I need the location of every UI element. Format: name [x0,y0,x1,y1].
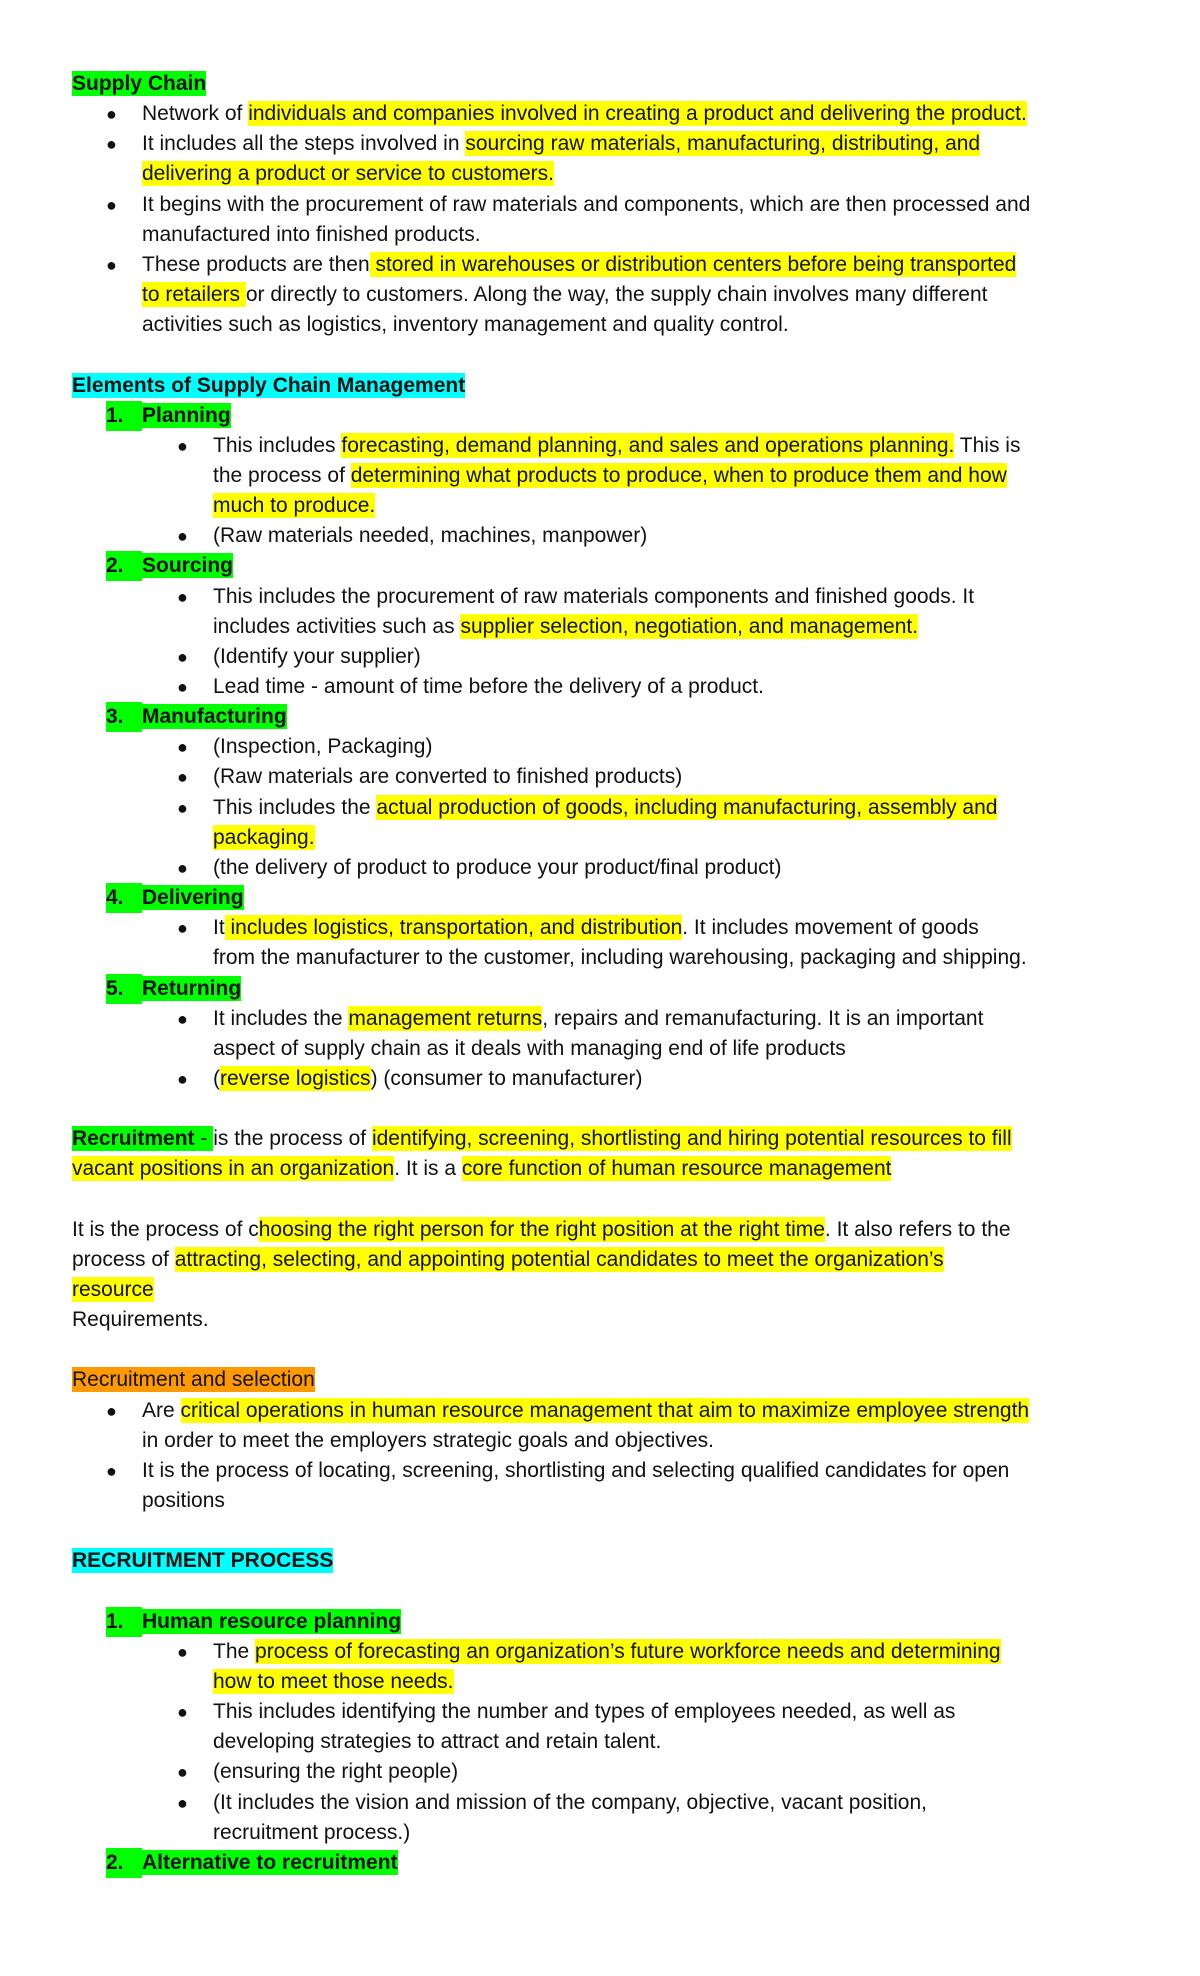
text-line [72,1245,944,1275]
bullet-marker: ● [177,677,188,697]
bullet-marker: ● [177,767,188,787]
highlighted-text: delivering a product or service to customers. [142,162,555,185]
bullet-marker: ● [106,104,117,124]
text-line [213,1667,454,1697]
text-run: developing strategies to attract and retain talent. [213,1730,662,1753]
text-run: is the process of [213,1127,372,1150]
text-line [142,99,1027,129]
text-run: (Raw materials are converted to finished products) [213,765,683,788]
highlighted-text: RECRUITMENT PROCESS [72,1549,334,1572]
highlighted-text: Supply Chain [72,72,207,95]
text-line [72,1154,891,1184]
highlighted-text: determining what products to produce, when to produce them and how [350,464,1007,487]
text-line [213,823,315,853]
text-run: This includes identifying the number and types of employees needed, as well as [213,1700,956,1723]
text-run: . It is a [394,1157,462,1180]
text-run: It is the process of c [72,1218,259,1241]
highlighted-text: Manufacturing [142,705,287,728]
list-number: 2. [106,551,142,581]
text-run: in order to meet the employers strategic goals and objectives. [142,1429,714,1452]
text-run: It begins with the procurement of raw materials and components, which are then processed and [142,193,1031,216]
text-run: (ensuring the right people) [213,1760,459,1783]
text-line [142,1486,225,1516]
bullet-marker: ● [177,1762,188,1782]
text-line [213,521,647,551]
text-run: positions [142,1489,225,1512]
highlighted-text: Alternative to recruitment [142,1851,398,1874]
list-number: 2. [106,1848,142,1878]
text-line [213,461,1007,491]
list-number: 5. [106,974,142,1004]
text-line [213,1818,410,1848]
bullet-marker: ● [177,1793,188,1813]
text-line [142,974,241,1004]
text-run: These products are then [142,253,370,276]
text-line [72,371,465,401]
text-run: ( [213,1067,220,1090]
text-run: (It includes the vision and mission of the company, objective, vacant position, [213,1791,927,1814]
text-line [142,129,980,159]
bullet-marker: ● [106,134,117,154]
bullet-marker: ● [177,1009,188,1029]
bullet-marker: ● [177,1069,188,1089]
bullet-marker: ● [177,1702,188,1722]
text-line [72,1275,154,1305]
highlighted-text: attracting, selecting, and appointing potential candidates to meet the organization’s [174,1248,944,1271]
text-run: Requirements. [72,1308,209,1331]
text-line [72,1305,209,1335]
text-line [142,1396,1029,1426]
text-run: ) (consumer to manufacturer) [370,1067,643,1090]
highlighted-text: much to produce. [213,494,376,517]
bullet-marker: ● [106,1401,117,1421]
highlighted-text: process of forecasting an organization’s future workforce needs and determining [255,1640,1001,1663]
text-line [213,1064,643,1094]
highlighted-text: packaging. [213,826,315,849]
text-run: Network of [142,102,249,125]
text-line [142,1456,1009,1486]
text-run: (Identify your supplier) [213,645,421,668]
text-line [213,642,421,672]
highlighted-text: includes logistics, transportation, and distribution [224,916,683,939]
bullet-marker: ● [177,858,188,878]
text-line [213,913,979,943]
text-run: recruitment process.) [213,1821,411,1844]
bullet-marker: ● [177,798,188,818]
text-line [142,220,481,250]
highlighted-text: actual production of goods, including manufacturing, assembly and [376,796,998,819]
bullet-marker: ● [177,647,188,667]
text-line [142,702,287,732]
highlighted-text: - [200,1127,214,1150]
bullet-marker: ● [177,587,188,607]
text-line [213,1697,955,1727]
text-line [72,1124,1012,1154]
text-line [142,551,233,581]
highlighted-text: to retailers [142,283,246,306]
text-line [213,1004,983,1034]
highlighted-text: forecasting, demand planning, and sales and operations planning. [341,434,955,457]
highlighted-text: individuals and companies involved in creating a product and delivering the product. [248,102,1027,125]
text-line [213,793,997,823]
bullet-marker: ● [177,1642,188,1662]
highlighted-text: Sourcing [142,554,234,577]
text-run: It includes the [213,1007,349,1030]
highlighted-text: stored in warehouses or distribution centers before being transported [369,253,1017,276]
text-run: It includes all the steps involved in [142,132,466,155]
text-run: This includes the procurement of raw materials components and finished goods. It [213,585,975,608]
highlighted-text: reverse logistics [220,1067,371,1090]
highlighted-text: core function of human resource management [461,1157,892,1180]
text-run: It is the process of locating, screening, shortlisting and selecting qualified candidates for open [142,1459,1010,1482]
text-line [72,1365,315,1395]
highlighted-text: how to meet those needs. [213,1670,454,1693]
text-line [213,431,1020,461]
bullet-marker: ● [177,436,188,456]
highlighted-text: supplier selection, negotiation, and management. [460,615,919,638]
text-run: . It also refers to the [824,1218,1011,1241]
list-number: 4. [106,883,142,913]
text-run: The [213,1640,256,1663]
highlighted-text: identifying, screening, shortlisting and hiring potential resources to fill [371,1127,1012,1150]
text-line [142,401,231,431]
highlighted-text: Elements of Supply Chain Management [72,374,466,397]
text-line [213,1637,1001,1667]
text-run: (Raw materials needed, machines, manpower) [213,524,648,547]
text-line [72,69,206,99]
highlighted-text: Recruitment and selection [72,1368,315,1391]
text-line [142,310,789,340]
text-line [142,250,1016,280]
text-run: . It includes movement of goods [682,916,979,939]
text-run: the process of [213,464,351,487]
text-run: or directly to customers. Along the way, the supply chain involves many different [245,283,988,306]
bullet-marker: ● [177,737,188,757]
text-line [213,582,974,612]
text-line [213,1757,458,1787]
text-run: , repairs and remanufacturing. It is an important [542,1007,984,1030]
text-line [213,853,781,883]
highlighted-text: sourcing raw materials, manufacturing, distributing, and [465,132,981,155]
text-run: Lead time - amount of time before the delivery of a product. [213,675,764,698]
text-line [72,1546,333,1576]
text-line [213,943,1027,973]
bullet-marker: ● [177,526,188,546]
text-line [142,883,244,913]
text-line [213,491,375,521]
text-run: from the manufacturer to the customer, including warehousing, packaging and shipping. [213,946,1027,969]
highlighted-text: Returning [142,977,242,1000]
text-line [213,1727,661,1757]
text-run: aspect of supply chain as it deals with managing end of life products [213,1037,846,1060]
text-line [213,762,682,792]
text-run: This includes the [213,796,377,819]
list-number: 1. [106,401,142,431]
highlighted-text: Recruitment [72,1127,201,1150]
highlighted-text: Human resource planning [142,1610,402,1633]
text-run: (the delivery of product to produce your product/final product) [213,856,782,879]
highlighted-text: Planning [142,404,231,427]
text-line [142,190,1030,220]
bullet-marker: ● [106,195,117,215]
highlighted-text: resource [72,1278,154,1301]
list-number: 3. [106,702,142,732]
bullet-marker: ● [106,255,117,275]
text-line [213,732,432,762]
text-run: It [213,916,225,939]
text-run: Are [142,1399,181,1422]
text-line [142,1848,398,1878]
text-line [213,612,918,642]
highlighted-text: management returns [348,1007,543,1030]
text-line [213,1788,927,1818]
text-run: process of [72,1248,175,1271]
text-run: (Inspection, Packaging) [213,735,433,758]
highlighted-text: vacant positions in an organization [72,1157,395,1180]
text-line [213,672,764,702]
text-line [142,280,987,310]
bullet-marker: ● [106,1461,117,1481]
text-line [142,1607,401,1637]
text-run: activities such as logistics, inventory management and quality control. [142,313,789,336]
text-line [213,1034,846,1064]
text-run: manufactured into finished products. [142,223,481,246]
text-line [72,1215,1011,1245]
text-line [142,159,554,189]
list-number: 1. [106,1607,142,1637]
text-run: This is [954,434,1021,457]
highlighted-text: hoosing the right person for the right position at the right time [258,1218,825,1241]
bullet-marker: ● [177,918,188,938]
text-run: This includes [213,434,342,457]
highlighted-text: critical operations in human resource management that aim to maximize employee strength [180,1399,1030,1422]
text-run: includes activities such as [213,615,461,638]
highlighted-text: Delivering [142,886,244,909]
text-line [142,1426,714,1456]
